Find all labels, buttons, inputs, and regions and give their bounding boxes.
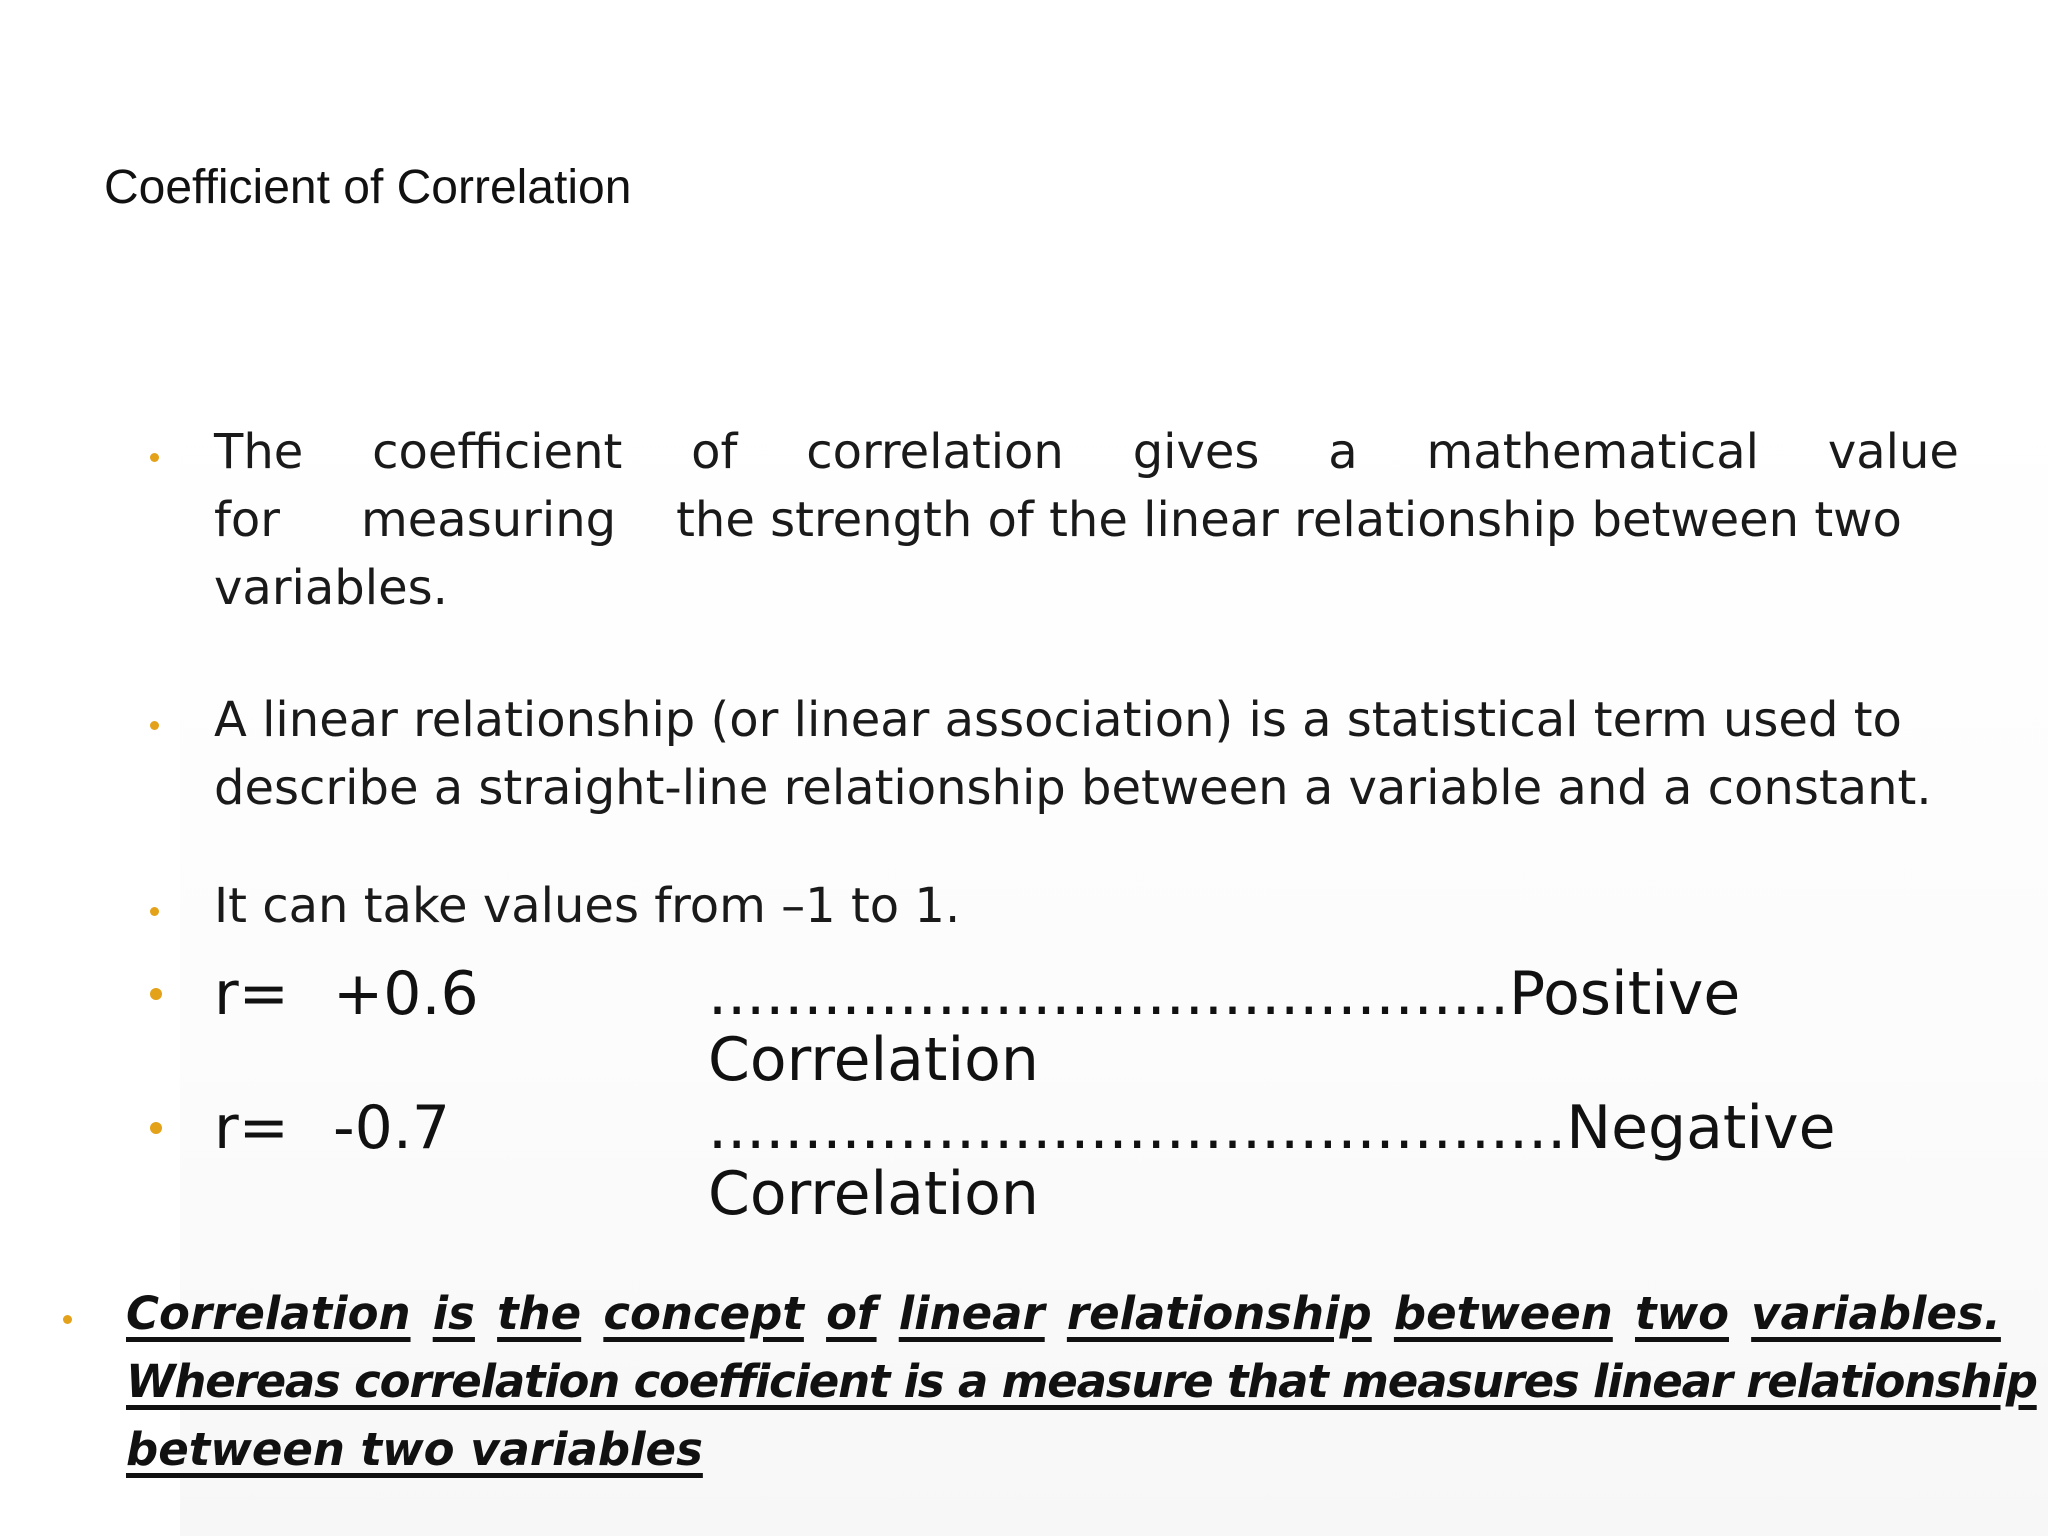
word: linear xyxy=(898,1287,1045,1340)
bullet-1-line-2 xyxy=(214,486,1959,554)
word: is xyxy=(432,1287,475,1340)
word: a xyxy=(1328,424,1358,480)
word: variables. xyxy=(1751,1287,2001,1340)
bullet-1-line-1 xyxy=(214,418,1959,486)
bullet-dot xyxy=(150,988,162,1000)
example-2-continuation: Correlation xyxy=(708,1159,1039,1229)
word: correlation xyxy=(806,424,1064,480)
word: for xyxy=(214,492,280,548)
bullet-2-line-1: A linear relationship (or linear association) is a statistical term used to xyxy=(214,692,1902,748)
bullet-dot xyxy=(150,1122,162,1134)
example-2-label: r= xyxy=(214,1093,289,1163)
bullet-dot xyxy=(150,453,159,462)
word: the xyxy=(497,1287,582,1340)
summary-line-1 xyxy=(126,1280,2001,1348)
word: concept xyxy=(603,1287,804,1340)
text: the strength of the linear relationship between two xyxy=(676,492,1902,548)
word: value xyxy=(1827,424,1959,480)
example-1-continuation: Correlation xyxy=(708,1025,1039,1095)
slide-title: Coefficient of Correlation xyxy=(104,161,632,214)
word: of xyxy=(826,1287,877,1340)
word: The xyxy=(214,424,304,480)
word: two xyxy=(1634,1287,1729,1340)
example-2-result: .............................................Negative xyxy=(708,1093,1836,1163)
word: coefficient xyxy=(372,424,623,480)
word: gives xyxy=(1132,424,1260,480)
bullet-dot xyxy=(63,1315,72,1324)
example-1-value: +0.6 xyxy=(333,959,479,1029)
word: of xyxy=(691,424,738,480)
word: relationship xyxy=(1066,1287,1372,1340)
bullet-3-line-1: It can take values from –1 to 1. xyxy=(214,878,961,934)
summary-line-3: between two variables xyxy=(126,1423,703,1476)
summary-line-2: Whereas correlation coefficient is a measure that measures linear relationship xyxy=(126,1355,2037,1408)
word: between xyxy=(1393,1287,1613,1340)
word: mathematical xyxy=(1426,424,1759,480)
example-2-value: -0.7 xyxy=(333,1093,451,1163)
bullet-1-line-3: variables. xyxy=(214,560,448,616)
word: measuring xyxy=(361,492,617,548)
bullet-2-line-2: describe a straight-line relationship between a variable and a constant. xyxy=(214,760,1932,816)
bullet-dot xyxy=(150,907,159,916)
word: Correlation xyxy=(126,1287,411,1340)
example-1-label: r= xyxy=(214,959,289,1029)
example-1-result: ..........................................Positive xyxy=(708,959,1741,1029)
bullet-dot xyxy=(150,721,159,730)
